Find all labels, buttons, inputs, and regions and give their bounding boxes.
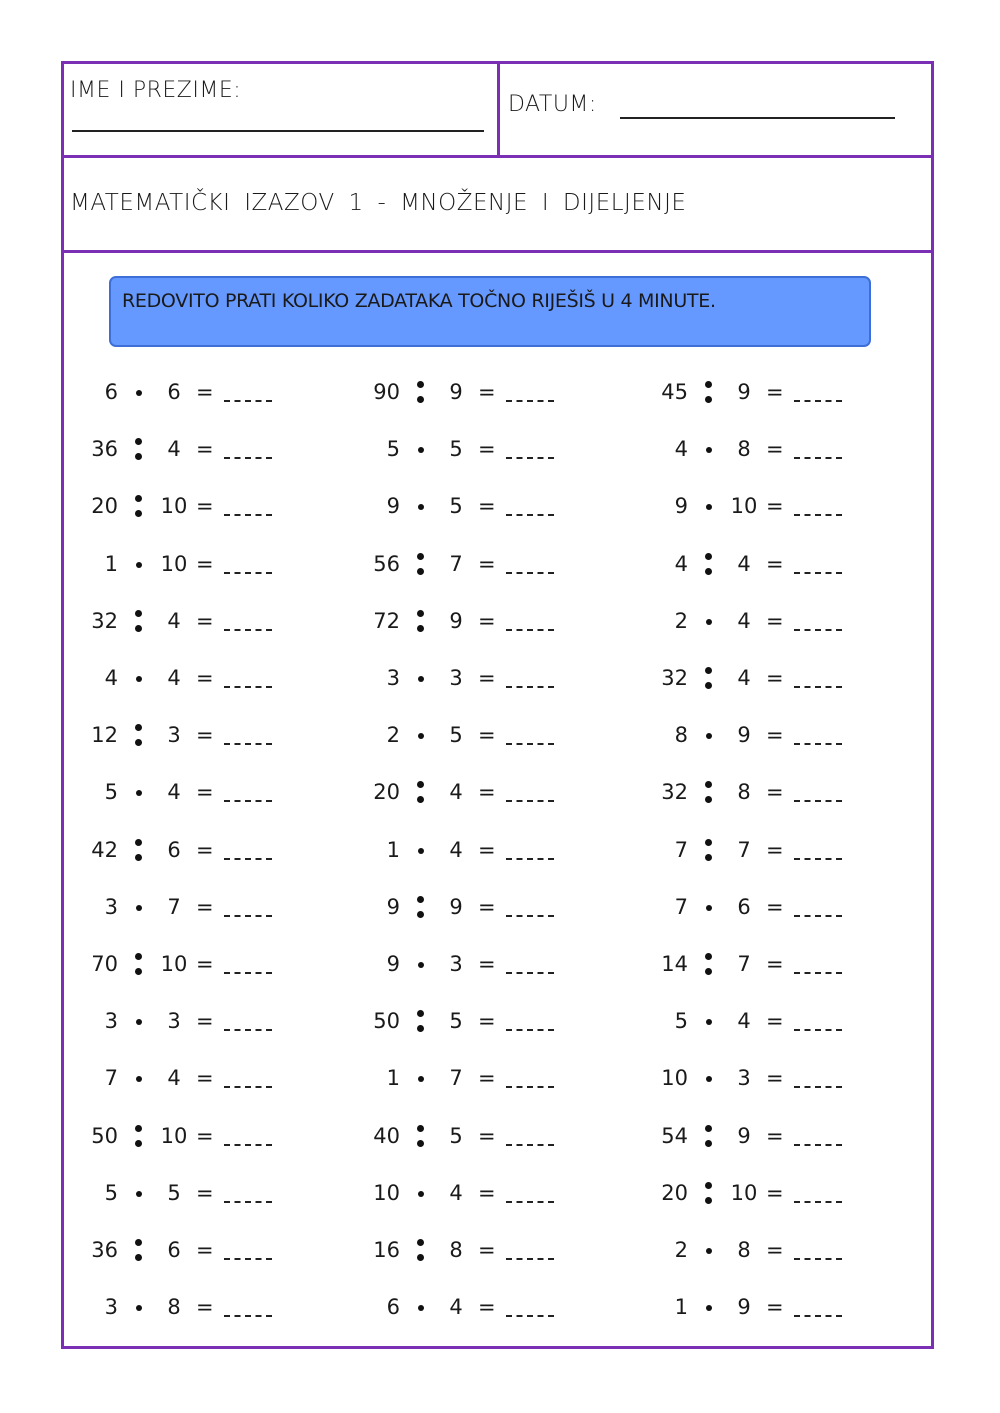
equals-sign: = (478, 895, 496, 919)
equals-sign: = (766, 1124, 784, 1148)
divide-sign (135, 724, 143, 746)
equals-sign: = (766, 380, 784, 404)
operand-b: 4 (737, 1009, 751, 1033)
answer-blank[interactable] (224, 629, 272, 631)
operand-a: 9 (386, 952, 400, 976)
equals-sign: = (478, 723, 496, 747)
operand-b: 9 (449, 380, 463, 404)
date-field[interactable] (620, 117, 895, 119)
equals-sign: = (478, 780, 496, 804)
multiply-sign (418, 1191, 424, 1197)
operand-b: 4 (737, 666, 751, 690)
operand-b: 3 (167, 1009, 181, 1033)
operand-b: 5 (449, 723, 463, 747)
equals-sign: = (766, 609, 784, 633)
equals-sign: = (478, 609, 496, 633)
answer-blank[interactable] (506, 1086, 554, 1088)
answer-blank[interactable] (506, 800, 554, 802)
operand-b: 4 (737, 552, 751, 576)
divide-sign (417, 781, 425, 803)
answer-blank[interactable] (794, 800, 842, 802)
worksheet-frame (61, 61, 934, 1349)
operand-b: 7 (737, 952, 751, 976)
operand-a: 16 (373, 1238, 400, 1262)
divide-sign (705, 553, 713, 575)
equals-sign: = (478, 1009, 496, 1033)
divide-sign (135, 495, 143, 517)
answer-blank[interactable] (506, 1029, 554, 1031)
multiply-sign (706, 504, 712, 510)
multiply-sign (136, 1191, 142, 1197)
answer-blank[interactable] (224, 1144, 272, 1146)
answer-blank[interactable] (224, 457, 272, 459)
multiply-sign (706, 1019, 712, 1025)
equals-sign: = (766, 1066, 784, 1090)
multiply-sign (136, 1019, 142, 1025)
operand-a: 32 (661, 780, 688, 804)
multiply-sign (136, 790, 142, 796)
equals-sign: = (766, 494, 784, 518)
operand-b: 10 (160, 552, 188, 576)
equals-sign: = (766, 952, 784, 976)
answer-blank[interactable] (506, 1144, 554, 1146)
equals-sign: = (478, 1124, 496, 1148)
operand-a: 1 (674, 1295, 688, 1319)
operand-a: 56 (373, 552, 400, 576)
answer-blank[interactable] (506, 858, 554, 860)
operand-b: 9 (737, 723, 751, 747)
equals-sign: = (766, 1295, 784, 1319)
equals-sign: = (478, 380, 496, 404)
operand-a: 14 (661, 952, 688, 976)
operand-b: 10 (160, 1124, 188, 1148)
operand-b: 6 (737, 895, 751, 919)
answer-blank[interactable] (224, 800, 272, 802)
operand-a: 2 (674, 1238, 688, 1262)
multiply-sign (136, 390, 142, 396)
answer-blank[interactable] (224, 1086, 272, 1088)
operand-b: 4 (167, 609, 181, 633)
operand-b: 9 (737, 1295, 751, 1319)
divide-sign (135, 438, 143, 460)
equals-sign: = (478, 494, 496, 518)
operand-b: 7 (737, 838, 751, 862)
answer-blank[interactable] (794, 572, 842, 574)
answer-blank[interactable] (794, 743, 842, 745)
answer-blank[interactable] (224, 400, 272, 402)
answer-blank[interactable] (794, 1029, 842, 1031)
operand-a: 42 (91, 838, 118, 862)
operand-a: 50 (91, 1124, 118, 1148)
operand-a: 1 (104, 552, 118, 576)
operand-a: 20 (373, 780, 400, 804)
equals-sign: = (766, 666, 784, 690)
operand-b: 4 (167, 666, 181, 690)
equals-sign: = (196, 1066, 214, 1090)
operand-a: 36 (91, 437, 118, 461)
operand-b: 9 (449, 609, 463, 633)
name-field[interactable] (72, 130, 484, 132)
equals-sign: = (196, 723, 214, 747)
multiply-sign (136, 1305, 142, 1311)
operand-a: 90 (373, 380, 400, 404)
answer-blank[interactable] (794, 457, 842, 459)
equals-sign: = (766, 437, 784, 461)
answer-blank[interactable] (794, 1315, 842, 1317)
divide-sign (417, 1125, 425, 1147)
equals-sign: = (766, 552, 784, 576)
operand-a: 7 (674, 838, 688, 862)
divide-sign (135, 1125, 143, 1147)
multiply-sign (418, 447, 424, 453)
answer-blank[interactable] (794, 972, 842, 974)
multiply-sign (706, 1076, 712, 1082)
equals-sign: = (478, 1181, 496, 1205)
answer-blank[interactable] (506, 457, 554, 459)
operand-a: 50 (373, 1009, 400, 1033)
operand-b: 8 (737, 437, 751, 461)
equals-sign: = (766, 895, 784, 919)
divide-sign (135, 610, 143, 632)
divide-sign (135, 839, 143, 861)
operand-a: 12 (91, 723, 118, 747)
equals-sign: = (196, 895, 214, 919)
operand-a: 70 (91, 952, 118, 976)
equals-sign: = (766, 1009, 784, 1033)
answer-blank[interactable] (794, 1201, 842, 1203)
equals-sign: = (196, 780, 214, 804)
operand-a: 3 (104, 1009, 118, 1033)
equals-sign: = (766, 1238, 784, 1262)
multiply-sign (136, 562, 142, 568)
divide-sign (705, 953, 713, 975)
multiply-sign (136, 905, 142, 911)
operand-b: 10 (160, 494, 188, 518)
operand-a: 6 (386, 1295, 400, 1319)
answer-blank[interactable] (506, 514, 554, 516)
operand-b: 4 (737, 609, 751, 633)
answer-blank[interactable] (506, 686, 554, 688)
answer-blank[interactable] (224, 686, 272, 688)
divide-sign (705, 1125, 713, 1147)
operand-a: 54 (661, 1124, 688, 1148)
name-label: IME I PREZIME: (70, 78, 242, 103)
title-divider (61, 250, 934, 253)
operand-b: 8 (167, 1295, 181, 1319)
operand-a: 3 (386, 666, 400, 690)
equals-sign: = (196, 494, 214, 518)
operand-b: 3 (449, 952, 463, 976)
operand-b: 3 (449, 666, 463, 690)
equals-sign: = (196, 552, 214, 576)
equals-sign: = (196, 1009, 214, 1033)
answer-blank[interactable] (794, 1144, 842, 1146)
equals-sign: = (478, 666, 496, 690)
multiply-sign (418, 1305, 424, 1311)
operand-b: 8 (737, 1238, 751, 1262)
equals-sign: = (196, 666, 214, 690)
answer-blank[interactable] (794, 400, 842, 402)
multiply-sign (706, 447, 712, 453)
divide-sign (417, 1239, 425, 1261)
operand-b: 5 (449, 437, 463, 461)
answer-blank[interactable] (224, 1315, 272, 1317)
operand-a: 3 (104, 895, 118, 919)
operand-b: 8 (737, 780, 751, 804)
operand-b: 7 (449, 552, 463, 576)
answer-blank[interactable] (224, 743, 272, 745)
operand-a: 3 (104, 1295, 118, 1319)
multiply-sign (418, 962, 424, 968)
divide-sign (705, 839, 713, 861)
operand-a: 72 (373, 609, 400, 633)
operand-a: 5 (104, 1181, 118, 1205)
multiply-sign (418, 733, 424, 739)
multiply-sign (418, 848, 424, 854)
date-label: DATUM: (508, 92, 597, 117)
operand-b: 9 (737, 1124, 751, 1148)
equals-sign: = (478, 838, 496, 862)
operand-a: 8 (674, 723, 688, 747)
equals-sign: = (196, 838, 214, 862)
divide-sign (417, 896, 425, 918)
operand-a: 45 (661, 380, 688, 404)
multiply-sign (706, 1248, 712, 1254)
operand-a: 10 (661, 1066, 688, 1090)
equals-sign: = (478, 1295, 496, 1319)
operand-b: 9 (449, 895, 463, 919)
operand-b: 5 (449, 1124, 463, 1148)
divide-sign (417, 381, 425, 403)
worksheet-title: MATEMATIČKI IZAZOV 1 - MNOŽENJE I DIJELJENJE (70, 190, 687, 216)
operand-a: 36 (91, 1238, 118, 1262)
multiply-sign (418, 504, 424, 510)
equals-sign: = (478, 552, 496, 576)
equals-sign: = (766, 780, 784, 804)
operand-a: 5 (386, 437, 400, 461)
operand-a: 20 (91, 494, 118, 518)
instruction-banner (109, 276, 871, 347)
answer-blank[interactable] (506, 400, 554, 402)
operand-a: 4 (104, 666, 118, 690)
equals-sign: = (478, 437, 496, 461)
multiply-sign (136, 1076, 142, 1082)
operand-b: 8 (449, 1238, 463, 1262)
answer-blank[interactable] (224, 1029, 272, 1031)
operand-b: 6 (167, 1238, 181, 1262)
operand-b: 7 (167, 895, 181, 919)
equals-sign: = (196, 952, 214, 976)
divide-sign (705, 1182, 713, 1204)
operand-a: 5 (674, 1009, 688, 1033)
operand-b: 4 (167, 1066, 181, 1090)
equals-sign: = (478, 1238, 496, 1262)
operand-b: 4 (449, 838, 463, 862)
equals-sign: = (766, 1181, 784, 1205)
equals-sign: = (766, 838, 784, 862)
operand-b: 4 (449, 1295, 463, 1319)
operand-b: 4 (167, 437, 181, 461)
operand-a: 32 (91, 609, 118, 633)
multiply-sign (706, 733, 712, 739)
equals-sign: = (478, 1066, 496, 1090)
multiply-sign (706, 619, 712, 625)
operand-a: 9 (386, 895, 400, 919)
operand-a: 9 (674, 494, 688, 518)
operand-a: 4 (674, 552, 688, 576)
equals-sign: = (196, 1295, 214, 1319)
operand-b: 5 (167, 1181, 181, 1205)
operand-b: 5 (449, 494, 463, 518)
answer-blank[interactable] (506, 1258, 554, 1260)
answer-blank[interactable] (506, 972, 554, 974)
answer-blank[interactable] (794, 915, 842, 917)
operand-a: 7 (104, 1066, 118, 1090)
operand-b: 10 (160, 952, 188, 976)
instruction-text: REDOVITO PRATI KOLIKO ZADATAKA TOČNO RIJEŠIŠ U 4 MINUTE. (122, 290, 716, 312)
operand-a: 20 (661, 1181, 688, 1205)
operand-a: 1 (386, 838, 400, 862)
operand-b: 3 (737, 1066, 751, 1090)
operand-a: 7 (674, 895, 688, 919)
equals-sign: = (196, 1238, 214, 1262)
answer-blank[interactable] (794, 1258, 842, 1260)
operand-b: 10 (730, 1181, 758, 1205)
operand-b: 4 (449, 1181, 463, 1205)
header-column-divider (497, 61, 500, 157)
answer-blank[interactable] (224, 858, 272, 860)
divide-sign (705, 381, 713, 403)
operand-a: 32 (661, 666, 688, 690)
multiply-sign (136, 676, 142, 682)
answer-blank[interactable] (224, 972, 272, 974)
multiply-sign (418, 1076, 424, 1082)
equals-sign: = (196, 1181, 214, 1205)
answer-blank[interactable] (506, 629, 554, 631)
operand-a: 1 (386, 1066, 400, 1090)
multiply-sign (418, 676, 424, 682)
answer-blank[interactable] (794, 514, 842, 516)
operand-b: 4 (167, 780, 181, 804)
divide-sign (417, 553, 425, 575)
multiply-sign (706, 1305, 712, 1311)
answer-blank[interactable] (794, 686, 842, 688)
answer-blank[interactable] (506, 743, 554, 745)
answer-blank[interactable] (506, 572, 554, 574)
operand-a: 4 (674, 437, 688, 461)
operand-a: 2 (386, 723, 400, 747)
equals-sign: = (196, 380, 214, 404)
operand-a: 40 (373, 1124, 400, 1148)
operand-b: 7 (449, 1066, 463, 1090)
answer-blank[interactable] (506, 915, 554, 917)
divide-sign (417, 610, 425, 632)
answer-blank[interactable] (794, 858, 842, 860)
equals-sign: = (196, 437, 214, 461)
answer-blank[interactable] (794, 629, 842, 631)
operand-a: 2 (674, 609, 688, 633)
operand-b: 10 (730, 494, 758, 518)
answer-blank[interactable] (224, 1201, 272, 1203)
equals-sign: = (766, 723, 784, 747)
operand-a: 9 (386, 494, 400, 518)
operand-b: 6 (167, 838, 181, 862)
operand-b: 5 (449, 1009, 463, 1033)
divide-sign (417, 1010, 425, 1032)
answer-blank[interactable] (506, 1315, 554, 1317)
divide-sign (705, 667, 713, 689)
operand-a: 10 (373, 1181, 400, 1205)
operand-b: 3 (167, 723, 181, 747)
operand-b: 4 (449, 780, 463, 804)
equals-sign: = (478, 952, 496, 976)
equals-sign: = (196, 609, 214, 633)
divide-sign (135, 1239, 143, 1261)
answer-blank[interactable] (224, 1258, 272, 1260)
divide-sign (135, 953, 143, 975)
operand-b: 6 (167, 380, 181, 404)
answer-blank[interactable] (224, 514, 272, 516)
divide-sign (705, 781, 713, 803)
operand-a: 5 (104, 780, 118, 804)
multiply-sign (706, 905, 712, 911)
answer-blank[interactable] (794, 1086, 842, 1088)
equals-sign: = (196, 1124, 214, 1148)
operand-b: 9 (737, 380, 751, 404)
operand-a: 6 (104, 380, 118, 404)
answer-blank[interactable] (224, 572, 272, 574)
answer-blank[interactable] (224, 915, 272, 917)
answer-blank[interactable] (506, 1201, 554, 1203)
